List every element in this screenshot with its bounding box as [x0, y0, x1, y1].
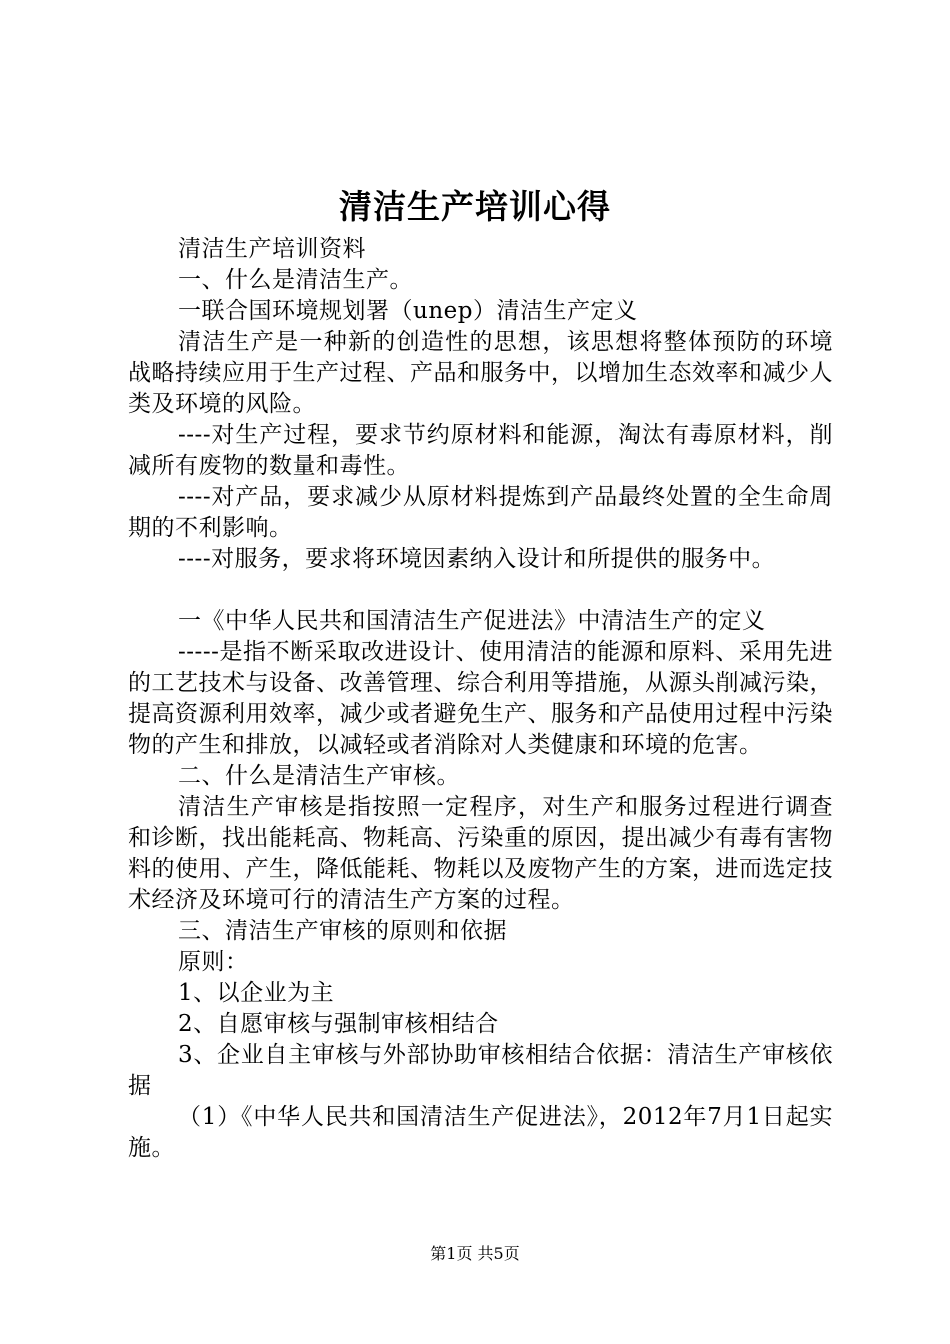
- section-heading-3: 三、清洁生产审核的原则和依据: [178, 918, 507, 944]
- paragraph-definition: 清洁生产是一种新的创造性的思想，该思想将整体预防的环境战略持续应用于生产过程、产品和服务中，以增加生态效率和减少人类及环境的风险。: [128, 329, 833, 417]
- basis-item-1: （1）《中华人民共和国清洁生产促进法》，2012年7月1日起实施。: [128, 1104, 833, 1161]
- subheading-unep-definition: 一联合国环境规划署（unep）清洁生产定义: [178, 298, 638, 324]
- principle-item-1: 1、以企业为主: [178, 980, 335, 1006]
- page-footer: 第1页 共5页: [430, 1244, 520, 1263]
- subheading-law-definition: 一《中华人民共和国清洁生产促进法》中清洁生产的定义: [178, 608, 766, 634]
- section-heading-2: 二、什么是清洁生产审核。: [178, 763, 460, 789]
- paragraph-audit-definition: 清洁生产审核是指按照一定程序，对生产和服务过程进行调查和诊断，找出能耗高、物耗高、污染重的原因，提出减少有毒有害物料的使用、产生，降低能耗、物耗以及废物产生的方案，进而选定技术经济及环境可行的清洁生产方案的过程。: [128, 794, 833, 913]
- paragraph-material-heading: 清洁生产培训资料: [178, 236, 366, 262]
- paragraph-law-definition: -----是指不断采取改进设计、使用清洁的能源和原料、采用先进的工艺技术与设备、改善管理、综合利用等措施，从源头削减污染，提高资源利用效率，减少或者避免生产、服务和产品使用过程中污染物的产生和排放，以减轻或者消除对人类健康和环境的危害。: [128, 639, 833, 758]
- section-heading-1: 一、什么是清洁生产。: [178, 267, 413, 293]
- paragraph-production-process: ----对生产过程，要求节约原材料和能源，淘汰有毒原材料，削减所有废物的数量和毒性。: [128, 422, 833, 479]
- paragraph-services: ----对服务，要求将环境因素纳入设计和所提供的服务中。: [178, 546, 776, 572]
- paragraph-products: ----对产品，要求减少从原材料提炼到产品最终处置的全生命周期的不利影响。: [128, 484, 833, 541]
- principle-item-2: 2、自愿审核与强制审核相结合: [178, 1011, 499, 1037]
- principle-item-3: 3、企业自主审核与外部协助审核相结合依据：清洁生产审核依据: [128, 1042, 833, 1099]
- document-body: [128, 234, 833, 1164]
- document-title: 清洁生产培训心得: [339, 187, 611, 226]
- principles-label: 原则：: [178, 949, 249, 975]
